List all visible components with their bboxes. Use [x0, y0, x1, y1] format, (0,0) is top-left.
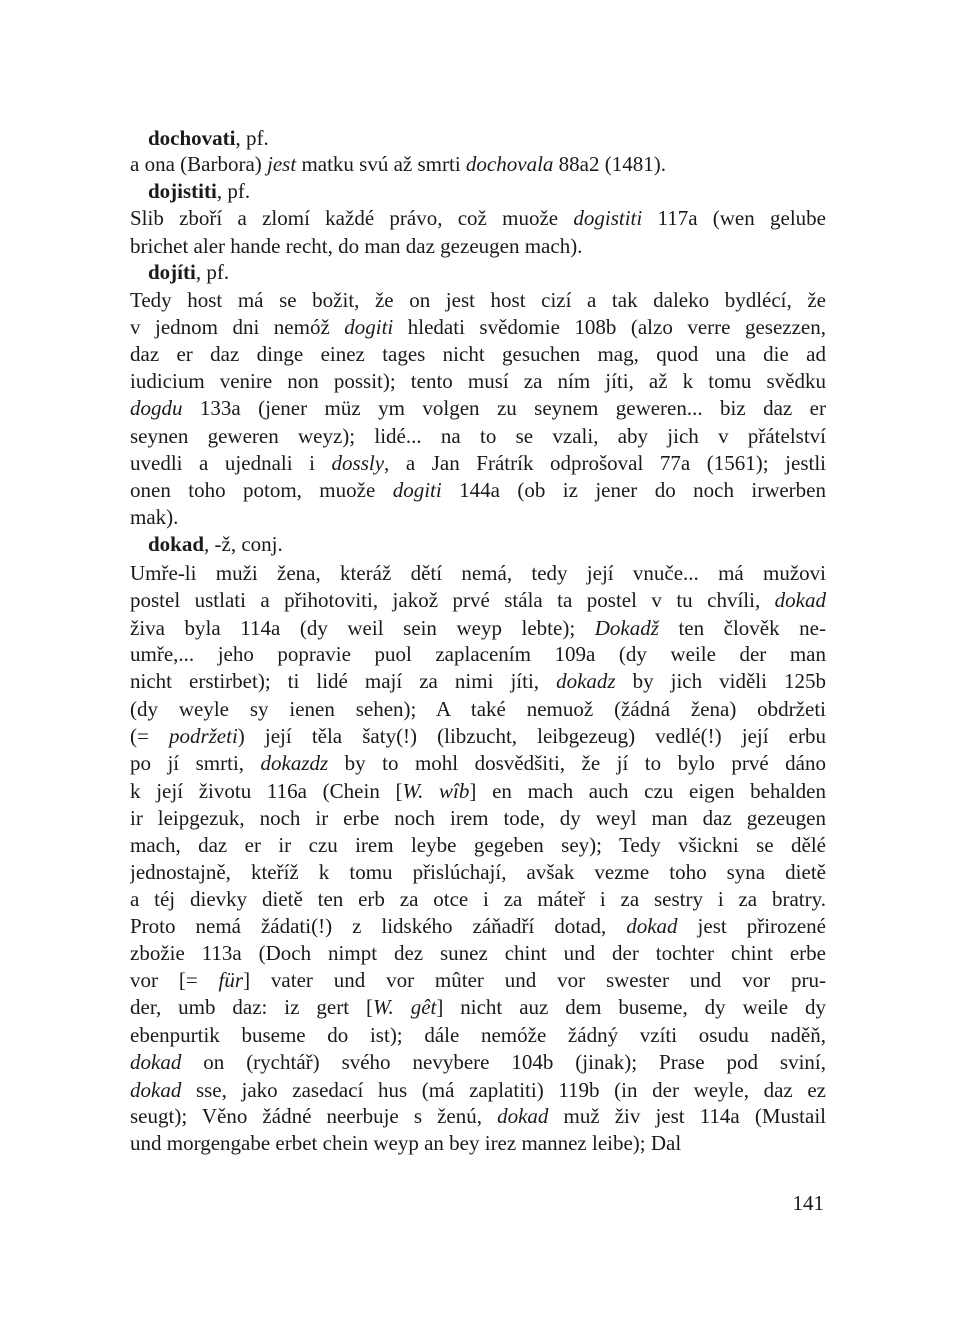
headword-term: dochovati [148, 126, 236, 150]
entry-text-line: nicht erstirbet); ti lidé mají za nimi jíti, dokadz by jich viděli 125b [130, 669, 826, 693]
entry-text-line: po jí smrti, dokazdz by to mohl dosvědšiti, že jí to bylo prvé dáno [130, 751, 826, 775]
entry-text-line: vor [= für] vater und vor mûter und vor swester und vor pru- [130, 968, 826, 992]
entry-headword: dojíti, pf. [148, 260, 230, 284]
entry-text-line: ebenpurtik buseme do ist); dále nemóže žádný vzíti osudu naděň, [130, 1023, 826, 1047]
entry-text-line: a ona (Barbora) jest matku svú až smrti dochovala 88a2 (1481). [130, 152, 666, 176]
entry-text-line: iudicium venire non possit); tento musí za ním jíti, až k tomu svědku [130, 369, 826, 393]
entry-text-line: k její životu 116a (Chein [W. wîb] en mach auch czu eigen behalden [130, 779, 826, 803]
headword-term: dojistiti [148, 179, 217, 203]
entry-text-line: brichet aler hande recht, do man daz gezeugen mach). [130, 234, 583, 258]
entry-text-line: umře,... jeho popravie puol zaplacením 109a (dy weile der man [130, 642, 826, 666]
headword-term: dokad [148, 532, 205, 556]
entry-text-line: onen toho potom, muože dogiti 144a (ob iz jener do noch irwerben [130, 478, 826, 502]
entry-text-line: dokad sse, jako zasedací hus (má zaplatiti) 119b (in der weyle, daz ez [130, 1078, 826, 1102]
entry-text-line: daz er daz dinge einez tages nicht gesuchen mag, quod una die ad [130, 342, 826, 366]
entry-text-line: a téj dievky dietě ten erb za otce i za máteř i za sestry i za bratry. [130, 887, 826, 911]
entry-text-line: dokad on (rychtář) svého nevybere 104b (jinak); Prase pod sviní, [130, 1050, 826, 1074]
entry-text-line: ir leipgezuk, noch ir erbe noch irem tode, dy weyl man daz gezeugen [130, 806, 826, 830]
entry-text-line: jednostajně, kteříž k tomu přislúchají, avšak vezme toho syna dietě [130, 860, 826, 884]
entry-text-line: postel ustlati a přihotoviti, jakož prvé stála ta postel v tu chvíli, dokad [130, 588, 826, 612]
entry-text-line: seugt); Věno žádné neerbuje s ženú, dokad muž živ jest 114a (Mustail [130, 1104, 826, 1128]
entry-text-line: Slib zboří a zlomí každé právo, což muože dogistiti 117a (wen gelube [130, 206, 826, 230]
entry-text-line: (= podržeti) její těla šaty(!) (libzucht, leibgezeug) vedlé(!) její erbu [130, 724, 826, 748]
entry-text-line: seynen geweren weyz); lidé... na to se vzali, aby jich v přátelství [130, 424, 826, 448]
entry-text-line: v jednom dni nemóž dogiti hledati svědomie 108b (alzo verre gesezzen, [130, 315, 826, 339]
entry-text-line: (dy weyle sy ienen sehen); A také nemuož (žádná žena) obdržeti [130, 697, 826, 721]
entry-text-line: mak). [130, 505, 179, 529]
entry-text-line: und morgengabe erbet chein weyp an bey irez mannez leibe); Dal [130, 1131, 682, 1155]
entry-headword: dochovati, pf. [148, 126, 269, 150]
entry-text-line: mach, daz er ir czu irem leybe gegeben sey); Tedy všickni se dělé [130, 833, 826, 857]
entry-headword: dokad, -ž, conj. [148, 532, 283, 556]
entry-headword: dojistiti, pf. [148, 179, 251, 203]
entry-text-line: Tedy host má se božit, že on jest host cizí a tak daleko bydlécí, že [130, 288, 826, 312]
page-number: 141 [792, 1191, 824, 1215]
entry-text-line: živa byla 114a (dy weil sein weyp lebte); Dokadž ten člověk ne- [130, 616, 826, 640]
entry-text-line: der, umb daz: iz gert [W. gêt] nicht auz dem buseme, dy weile dy [130, 995, 826, 1019]
entry-text-line: zbožie 113a (Doch nimpt dez sunez chint und der tochter chint erbe [130, 941, 826, 965]
entry-text-line: Umře-li muži žena, kteráž dětí nemá, tedy její vnuče... má mužovi [130, 561, 826, 585]
headword-term: dojíti [148, 260, 196, 284]
entry-text-line: dogdu 133a (jener müz ym volgen zu seynem geweren... biz daz er [130, 396, 826, 420]
entry-text-line: uvedli a ujednali i dossly, a Jan Frátrík odprošoval 77a (1561); jestli [130, 451, 826, 475]
entry-text-line: Proto nemá žádati(!) z lidského záňadří dotad, dokad jest přirozené [130, 914, 826, 938]
